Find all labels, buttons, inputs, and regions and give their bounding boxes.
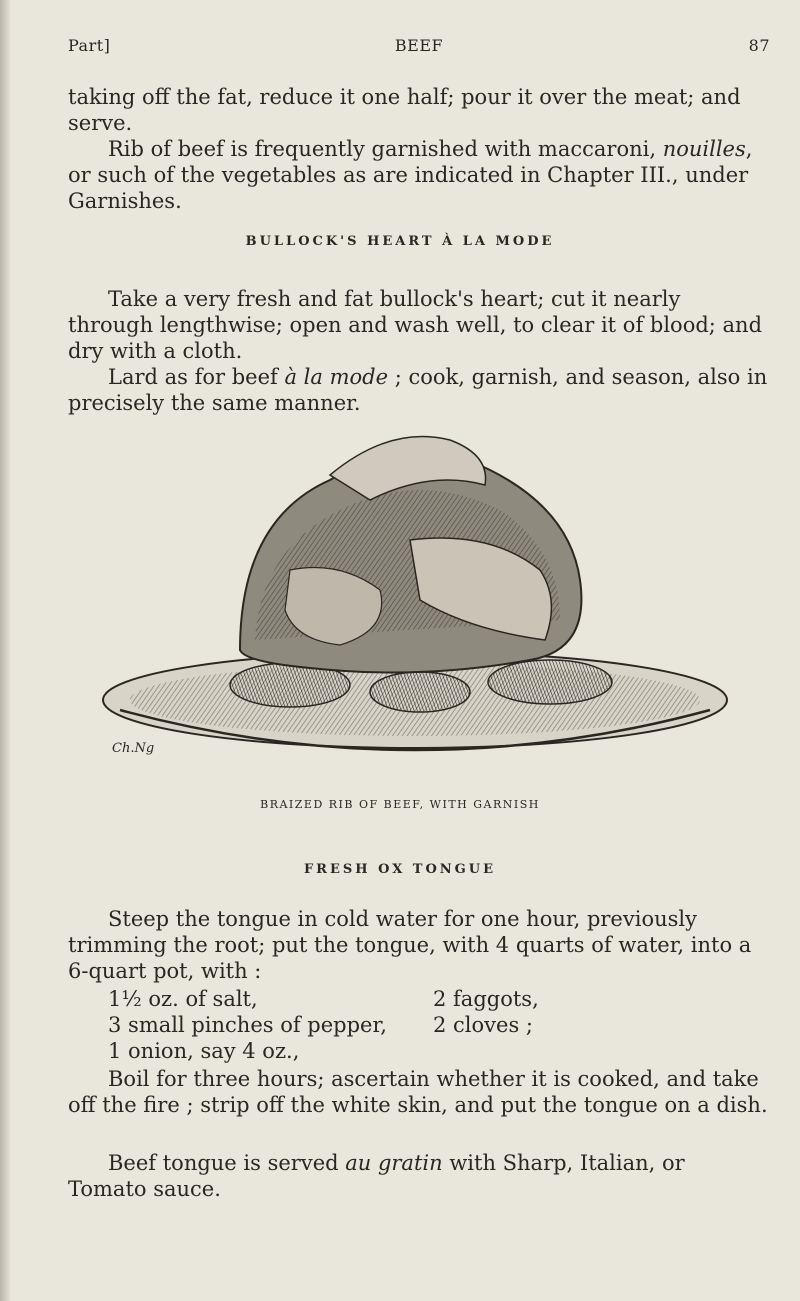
ingredient-list xyxy=(108,986,668,1064)
para2-text-end: , or such of the vegetables as are indicated in Chapter III., under Garnishes. xyxy=(68,137,753,213)
para1-line1: taking off the fat, reduce it one half; pour it over the meat; and xyxy=(68,85,741,109)
header-part: Part] xyxy=(68,36,111,55)
ingredient-row xyxy=(108,1038,668,1064)
ingredient-cloves: 2 cloves ; xyxy=(433,1013,533,1037)
para6-text: Boil for three hours; ascertain whether it is cooked, and take off the fire ; strip off the white skin, and put the tongue on a dish. xyxy=(68,1067,768,1117)
ingredient-onion: 1 onion, say 4 oz., xyxy=(108,1039,300,1063)
page-number: 87 xyxy=(748,36,770,55)
para7-text-end: with Sharp, Italian, or Tomato sauce. xyxy=(68,1151,685,1201)
paragraph-tongue-steep xyxy=(68,906,768,984)
para7-italic: au gratin xyxy=(345,1151,443,1175)
page-spine-shadow xyxy=(0,0,10,1301)
para3-text: Take a very fresh and fat bullock's heart; cut it nearly through lengthwise; open and wash well, to clear it of blood; and dry with a cloth. xyxy=(68,287,763,363)
paragraph-tongue-boil xyxy=(68,1066,768,1118)
paragraph-rib-garnish xyxy=(68,136,768,214)
ingredient-pepper: 3 small pinches of pepper, xyxy=(108,1013,387,1037)
paragraph-tongue-serve xyxy=(68,1150,768,1202)
para7-text: Beef tongue is served xyxy=(108,1151,346,1175)
garnish-center xyxy=(370,672,470,712)
para4-italic: à la mode xyxy=(284,365,389,389)
ingredient-salt: 1½ oz. of salt, xyxy=(108,987,258,1011)
para1-line2: serve. xyxy=(68,111,133,135)
ingredient-row xyxy=(108,986,668,1012)
paragraph-heart-prep xyxy=(68,286,768,364)
ingredient-row xyxy=(108,1012,668,1038)
para4-text: Lard as for beef xyxy=(108,365,285,389)
running-header xyxy=(68,36,770,64)
para5-text: Steep the tongue in cold water for one hour, previously trimming the root; put the tongue, with 4 quarts of water, into a 6-quart pot, with : xyxy=(68,907,752,983)
heading-bullocks-heart: BULLOCK'S HEART À LA MODE xyxy=(245,234,555,249)
para2-italic: nouilles xyxy=(662,137,746,161)
engraver-signature: Ch.Ng xyxy=(112,741,155,756)
heading-ox-tongue: FRESH OX TONGUE xyxy=(303,862,497,877)
braized-rib-illustration xyxy=(90,400,740,780)
para4-text-end: ; cook, garnish, and season, also in precisely the same manner. xyxy=(68,365,768,415)
figure-caption: BRAIZED RIB OF BEEF, WITH GARNISH xyxy=(260,798,540,811)
paragraph-sauce-end xyxy=(68,84,768,136)
para2-text: Rib of beef is frequently garnished with maccaroni, xyxy=(108,137,663,161)
header-title: BEEF xyxy=(394,36,444,55)
garnish-right xyxy=(488,660,612,704)
ingredient-faggots: 2 faggots, xyxy=(433,987,539,1011)
